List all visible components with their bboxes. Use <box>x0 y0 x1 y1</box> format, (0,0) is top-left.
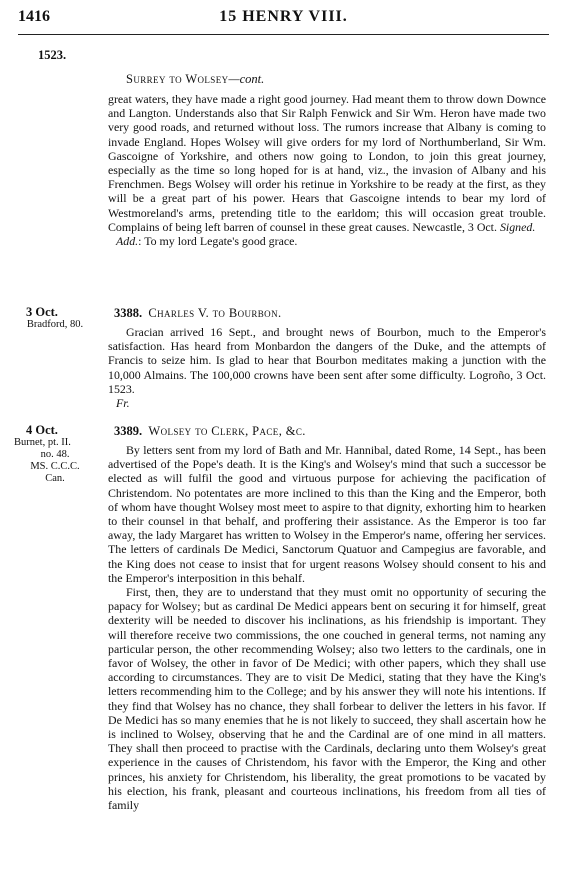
entry-body-text: great waters, they have made a right good journey. Had meant them to throw down Downce and Langton. Understands also that Sir Ralph Fenwick and Sir Wm. Heron have made two very good roads, and returned without loss. The rumors increase that Albany is coming to invade England. Hopes Wolsey will give orders for my lord of Northumberland, Sir Wm. Gascoigne of Yorkshire, and others now going to London, to join this great journey, especially as the time so long hoped for is at hand, viz., the invasion of Albany and his Frenchmen. Begs Wolsey will order his retinue in Yorkshire to be ready at the first, as they will be a great part of his power. Hears that Gascoigne intends to bear my lord of Westmoreland's arms, pretending title to the earldom; this will occasion great trouble. Complains of being left barren of counsel in these great causes. Newcastle, 3 Oct. <box>108 92 546 234</box>
entry-heading <box>108 306 546 321</box>
entry-3389-margin <box>14 424 96 485</box>
entry-body-paragraph: By letters sent from my lord of Bath and Mr. Hannibal, dated Rome, 14 Sept., has been advertised of the Pope's death. It is the King's and Wolsey's mind that such a successor be elected as will fulfil the good and virtuous purpose for achieving the pacification of Christendom. No potentates are more inclined to this than the King and the Emperor, both of whom have thought Wolsey most meet to aspire to that dignity, exhorting him to hearken to their counsel in that behalf, and proffering their assistance. As the Emperor is too far away, the lady Margaret has written to Wolsey in the Emperor's name, offering her services. The letters of cardinals De Medici, Sanctorum Quatuor and Campegius are favorable, and the King does not cease to insist that for urgent reasons Wolsey should consent to his and the Emperor's interposition in this behalf. <box>108 443 546 585</box>
source-reference: Can. <box>45 473 65 484</box>
entry-number: 3388. <box>114 306 143 320</box>
entry-continued <box>108 72 546 248</box>
entry-date: 4 Oct. <box>26 423 58 437</box>
entry-title: Wolsey to Clerk, Pace, &c. <box>148 424 306 438</box>
source-reference: MS. C.C.C. <box>30 461 80 472</box>
source-reference: Burnet, pt. II. <box>14 437 71 448</box>
running-head: 15 HENRY VIII. <box>219 8 348 25</box>
language-note: Fr. <box>116 396 130 411</box>
entry-date: 3 Oct. <box>26 305 58 319</box>
entry-heading <box>108 72 546 87</box>
entry-sign <box>108 396 546 410</box>
entry-heading <box>108 424 546 439</box>
entry-body-paragraph: First, then, they are to understand that they must omit no opportunity of securing the papacy for Wolsey; but as cardinal De Medici appears bent on securing it for himself, great dexterity will be needed to discover his inclinations, as his friendship is important. They will therefore receive two commissions, the one couched in general terms, not naming any particular person, the other recommending Wolsey; also two letters to the cardinals, one in favor of Wolsey, the other in favor of De Medici; with other papers, which they shall use according to circumstances. They are to visit De Medici, stating that they have the King's letters recommending him to the College; and by his answer they will note his intentions. If they find that Wolsey has no chance, they shall forbear to deliver the letters in his favor. If De Medici has so many enemies that he is not likely to succeed, they shall ascertain how he is inclined to Wolsey, observing that he and the Cardinal are of one mind in all matters. They shall then proceed to practise with the Cardinals, declaring unto them Wolsey's great experience in the causes of Christendom, his favor with the Emperor, the King and other princes, his anxiety for Christendom, his liberality, the great promotions to be vacated by his election, his frank, pleasant and courteous inclinations, his freedom from all ties of family <box>108 585 546 813</box>
entry-number: 3389. <box>114 424 143 438</box>
address-label: Add. <box>116 234 139 249</box>
page-number: 1416 <box>18 8 50 25</box>
address-line <box>108 234 546 248</box>
year-marker: 1523. <box>38 48 67 62</box>
source-reference: no. 48. <box>40 449 70 460</box>
entry-body: Gracian arrived 16 Sept., and brought news of Bourbon, much to the Emperor's satisfaction. Has heard from Monbardon the dangers of the Duke, and the attempts of Francis to seize him. Is glad to hear that Bourbon meditates making a junction with the 10,000 Almains. The 100,000 crowns have been sent after some difficulty. Logroño, 3 Oct. 1523. <box>108 325 546 396</box>
address-text: : To my lord Legate's good grace. <box>138 234 298 249</box>
header-rule <box>18 34 549 35</box>
entry-3388-margin <box>14 306 96 331</box>
entry-3389 <box>108 424 546 812</box>
page-header <box>18 8 549 30</box>
entry-title: Charles V. to Bourbon. <box>148 306 282 320</box>
continued-marker: —cont. <box>228 72 265 86</box>
signed-note: Signed. <box>499 219 536 234</box>
entry-body <box>108 92 546 234</box>
entry-title: Surrey to Wolsey <box>126 72 229 86</box>
entry-3388 <box>108 306 546 410</box>
source-reference: Bradford, 80. <box>26 319 84 330</box>
